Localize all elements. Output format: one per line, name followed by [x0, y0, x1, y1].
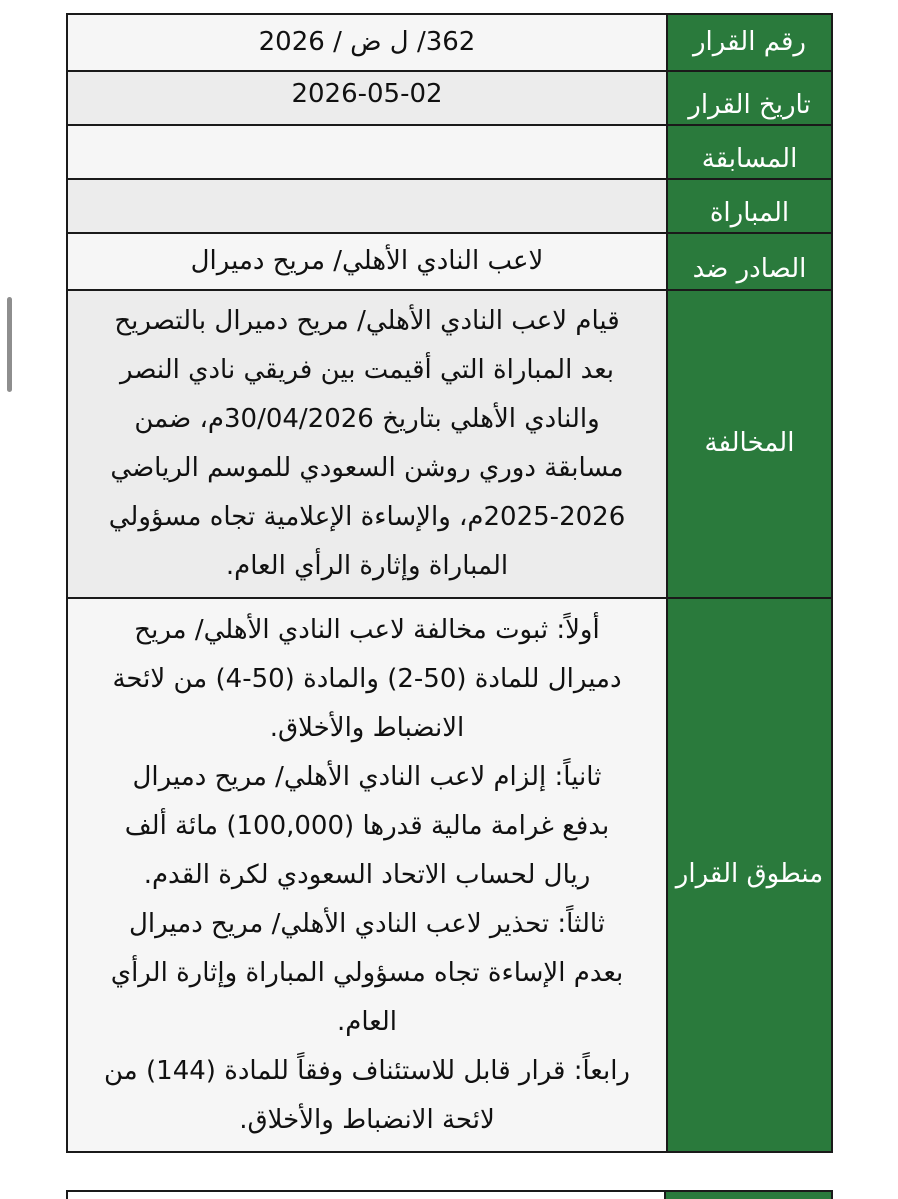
- label-decision-number-text: رقم القرار: [693, 26, 806, 57]
- ruling-line: لائحة الانضباط والأخلاق.: [239, 1104, 495, 1135]
- label-match-text: المباراة: [709, 198, 790, 229]
- next-table-label-edge: [664, 1192, 831, 1199]
- violation-line: 2025-2026م، والإساءة الإعلامية تجاه مسؤولي: [108, 502, 626, 532]
- label-ruling: [667, 598, 832, 1152]
- label-match: [667, 179, 832, 233]
- next-table-edge: [66, 1190, 833, 1199]
- row-issued-against: [67, 233, 832, 290]
- row-ruling: [67, 598, 832, 1152]
- ruling-line: العام.: [337, 1006, 397, 1037]
- ruling-line: بعدم الإساءة تجاه مسؤولي المباراة وإثارة الرأي: [110, 957, 624, 988]
- violation-line: مسابقة دوري روشن السعودي للموسم الرياضي: [110, 453, 624, 483]
- value-decision-number: 362/ ل ض / 2026: [67, 14, 667, 71]
- scrollbar-thumb[interactable]: [7, 297, 12, 392]
- value-competition: [67, 125, 667, 179]
- ruling-line: ثالثاً: تحذير لاعب النادي الأهلي/ مريح دميرال: [128, 908, 606, 939]
- violation-line: بعد المباراة التي أقيمت بين فريقي نادي النصر: [119, 355, 615, 385]
- row-match: [67, 179, 832, 233]
- ruling-line: دميرال للمادة (50-2) والمادة (50-4) من لائحة: [112, 663, 622, 694]
- ruling-line: الانضباط والأخلاق.: [269, 712, 465, 743]
- label-competition-text: المسابقة: [701, 144, 798, 175]
- label-issued-against-text: الصادر ضد: [692, 253, 807, 284]
- value-decision-date: [67, 71, 667, 125]
- ruling-line: رابعاً: قرار قابل للاستئناف وفقاً للمادة (144) من: [104, 1055, 630, 1086]
- violation-line: قيام لاعب النادي الأهلي/ مريح دميرال بالتصريح: [114, 306, 620, 336]
- ruling-line: بدفع غرامة مالية قدرها (100,000) مائة ألف: [124, 810, 610, 841]
- value-issued-against: لاعب النادي الأهلي/ مريح دميرال: [67, 233, 667, 290]
- label-ruling-text: منطوق القرار: [675, 859, 824, 890]
- value-match: [67, 179, 667, 233]
- label-decision-date-text: تاريخ القرار: [688, 90, 811, 121]
- row-decision-number: [67, 14, 832, 71]
- value-ruling: [67, 598, 667, 1152]
- row-decision-date: [67, 71, 832, 125]
- label-violation: [667, 290, 832, 598]
- label-violation-text: المخالفة: [704, 428, 795, 459]
- label-decision-number: [667, 14, 832, 71]
- label-issued-against: [667, 233, 832, 290]
- row-violation: [67, 290, 832, 598]
- violation-line: والنادي الأهلي بتاريخ 30/04/2026م، ضمن: [134, 404, 600, 434]
- ruling-line: ريال لحساب الاتحاد السعودي لكرة القدم.: [143, 859, 591, 890]
- decision-date-text: 2026-05-02: [291, 79, 443, 109]
- label-competition: [667, 125, 832, 179]
- value-violation: [67, 290, 667, 598]
- label-decision-date: [667, 71, 832, 125]
- row-competition: [67, 125, 832, 179]
- violation-line: المباراة وإثارة الرأي العام.: [225, 551, 509, 581]
- decision-table: [66, 13, 833, 1153]
- ruling-line: أولاً: ثبوت مخالفة لاعب النادي الأهلي/ مريح: [134, 614, 600, 645]
- ruling-line: ثانياً: إلزام لاعب النادي الأهلي/ مريح دميرال: [132, 761, 602, 792]
